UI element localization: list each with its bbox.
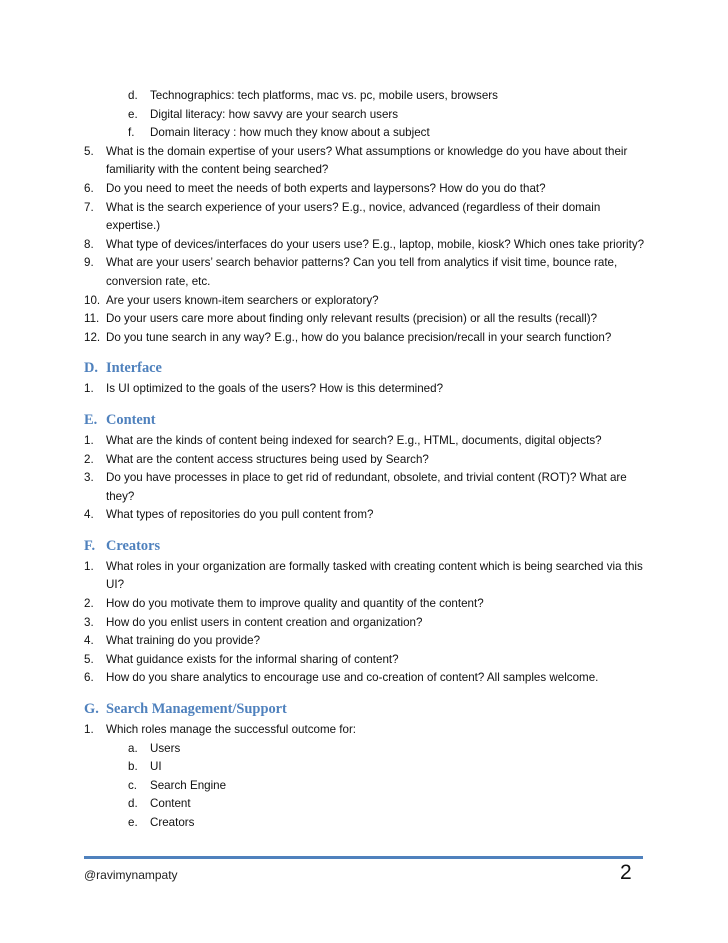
- list-item: c. Search Engine: [128, 778, 227, 792]
- footer-divider: [84, 856, 643, 859]
- section-heading-content: E. Content: [84, 411, 156, 428]
- section-heading-creators: F. Creators: [84, 537, 161, 554]
- footer-author: @ravimynampaty: [84, 868, 178, 882]
- list-item: 7. What is the search experience of your users? E.g., novice, advanced (regardless of their domain expertise.): [84, 200, 601, 233]
- list-item: d. Technographics: tech platforms, mac vs. pc, mobile users, browsers: [128, 89, 498, 102]
- list-item: 12. Do you tune search in any way? E.g., how do you balance precision/recall in your search function?: [84, 330, 612, 344]
- list-item: 5. What guidance exists for the informal sharing of content?: [84, 652, 399, 666]
- list-item: d. Content: [128, 797, 191, 811]
- list-item: 1. What are the kinds of content being indexed for search? E.g., HTML, documents, digital objects?: [84, 433, 602, 447]
- section-heading-interface: D. Interface: [84, 360, 162, 377]
- list-item: a. Users: [128, 741, 181, 755]
- list-item: 6. Do you need to meet the needs of both experts and laypersons? How do you do that?: [84, 181, 546, 195]
- list-item: 1. What roles in your organization are formally tasked with creating content which is being searched via this UI?: [84, 559, 643, 592]
- list-item: 3. Do you have processes in place to get rid of redundant, obsolete, and trivial content (ROT)? What are they?: [84, 471, 627, 503]
- list-item: 6. How do you share analytics to encourage use and co-creation of content? All samples welcome.: [84, 671, 599, 685]
- list-item: 2. How do you motivate them to improve quality and quantity of the content?: [84, 597, 484, 611]
- list-item: 8. What type of devices/interfaces do your users use? E.g., laptop, mobile, kiosk? Which ones take priority?: [84, 237, 645, 251]
- list-item: 4. What training do you provide?: [84, 634, 261, 648]
- list-item: 1. Is UI optimized to the goals of the users? How is this determined?: [84, 382, 444, 396]
- list-item: 2. What are the content access structures being used by Search?: [84, 452, 429, 466]
- list-item: 9. What are your users’ search behavior patterns? Can you tell from analytics if visit time, bounce rate, conversion rate, etc.: [84, 256, 618, 288]
- list-item: e. Creators: [128, 816, 195, 829]
- list-item: b. UI: [128, 760, 162, 774]
- section-heading-search-management: G. Search Management/Support: [84, 701, 287, 718]
- page-number: 2: [620, 861, 632, 884]
- list-item: 5. What is the domain expertise of your users? What assumptions or knowledge do you have about their familiarity with the content being searched?: [84, 144, 628, 177]
- list-item: f. Domain literacy : how much they know about a subject: [128, 126, 430, 140]
- list-item: 1. Which roles manage the successful outcome for:: [84, 723, 357, 737]
- list-item: 4. What types of repositories do you pull content from?: [84, 508, 374, 522]
- list-item: e. Digital literacy: how savvy are your search users: [128, 107, 399, 121]
- page-content: [84, 87, 654, 833]
- list-item: 10. Are your users known-item searchers or exploratory?: [84, 293, 379, 307]
- list-item: 3. How do you enlist users in content creation and organization?: [84, 615, 423, 629]
- list-item: 11. Do your users care more about finding only relevant results (precision) or all the results (recall)?: [84, 312, 598, 326]
